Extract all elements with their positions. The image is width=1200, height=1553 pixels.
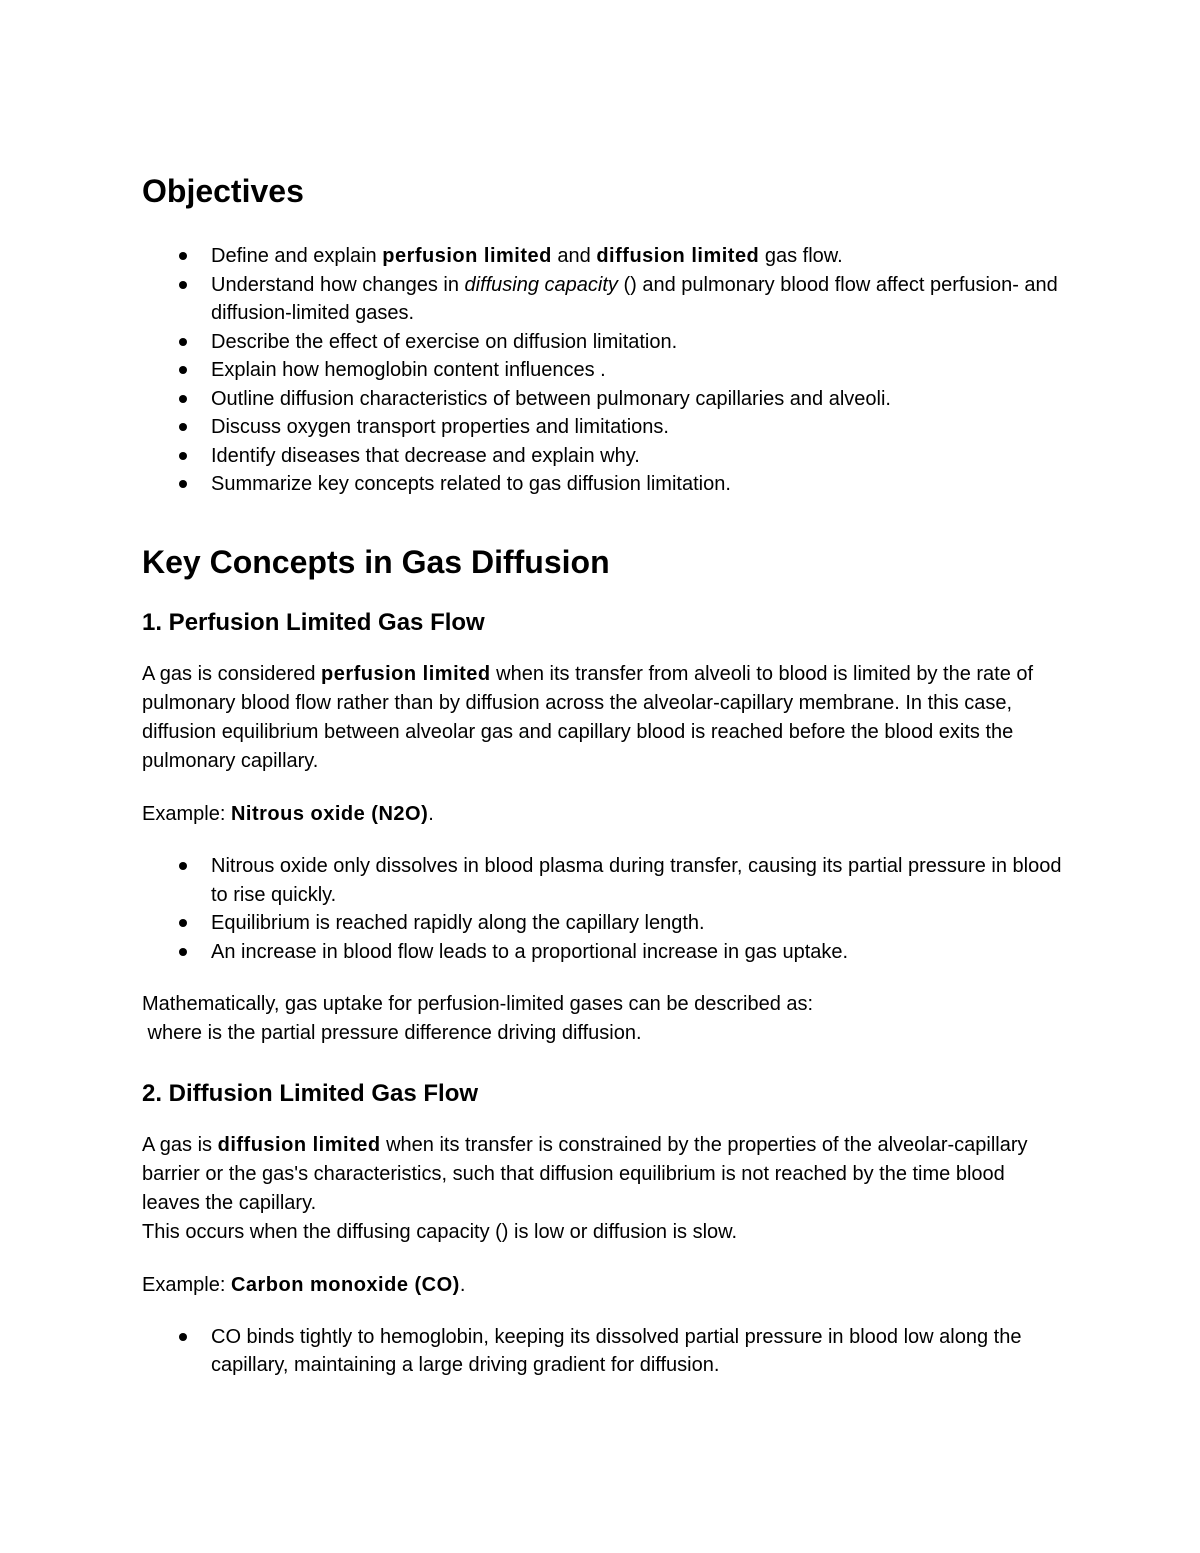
list-item: Understand how changes in diffusing capacity () and pulmonary blood flow affect perfusion- and diffusion-limited gases. — [211, 271, 1062, 328]
list-item: Nitrous oxide only dissolves in blood plasma during transfer, causing its partial pressure in blood to rise quickly. — [211, 852, 1062, 909]
objectives-heading: Objectives — [142, 173, 304, 209]
perfusion-example: Example: Nitrous oxide (N2O). — [142, 803, 434, 826]
perfusion-limited-heading: 1. Perfusion Limited Gas Flow — [142, 609, 485, 637]
list-item: Equilibrium is reached rapidly along the capillary length. — [211, 909, 1062, 938]
list-item: Summarize key concepts related to gas diffusion limitation. — [211, 470, 1062, 499]
list-item: CO binds tightly to hemoglobin, keeping its dissolved partial pressure in blood low along the capillary, maintaining a large driving gradient for diffusion. — [211, 1323, 1062, 1380]
key-concepts-heading: Key Concepts in Gas Diffusion — [142, 543, 610, 580]
list-item: An increase in blood flow leads to a proportional increase in gas uptake. — [211, 938, 1062, 967]
list-item: Identify diseases that decrease and explain why. — [211, 442, 1062, 471]
list-item: Define and explain perfusion limited and diffusion limited gas flow. — [211, 242, 1062, 271]
diffusion-paragraph: A gas is diffusion limited when its transfer is constrained by the properties of the alveolar-capillary barrier or the gas's characteristics, such that diffusion equilibrium is not reached by the time blood leaves the capillary. This occurs when the diffusing capacity () is low or diffusion is slow. — [142, 1133, 1028, 1243]
diffusion-example: Example: Carbon monoxide (CO). — [142, 1273, 466, 1296]
math-description: Mathematically, gas uptake for perfusion-limited gases can be described as: where is the partial pressure difference driving diffusion. — [142, 993, 814, 1045]
list-item: Describe the effect of exercise on diffusion limitation. — [211, 328, 1062, 357]
diffusion-bullet-list — [142, 1323, 1062, 1380]
document-page — [142, 172, 1062, 1380]
perfusion-bullet-list — [142, 852, 1062, 966]
list-item: Explain how hemoglobin content influences . — [211, 356, 1062, 385]
list-item: Outline diffusion characteristics of between pulmonary capillaries and alveoli. — [211, 385, 1062, 414]
diffusion-limited-heading: 2. Diffusion Limited Gas Flow — [142, 1080, 479, 1108]
objectives-list — [142, 242, 1062, 499]
list-item: Discuss oxygen transport properties and limitations. — [211, 413, 1062, 442]
perfusion-paragraph: A gas is considered perfusion limited when its transfer from alveoli to blood is limited by the rate of pulmonary blood flow rather than by diffusion across the alveolar-capillary membrane. In this case, diffusion equilibrium between alveolar gas and capillary blood is reached before the blood exits the pulmonary capillary. — [142, 663, 1034, 773]
